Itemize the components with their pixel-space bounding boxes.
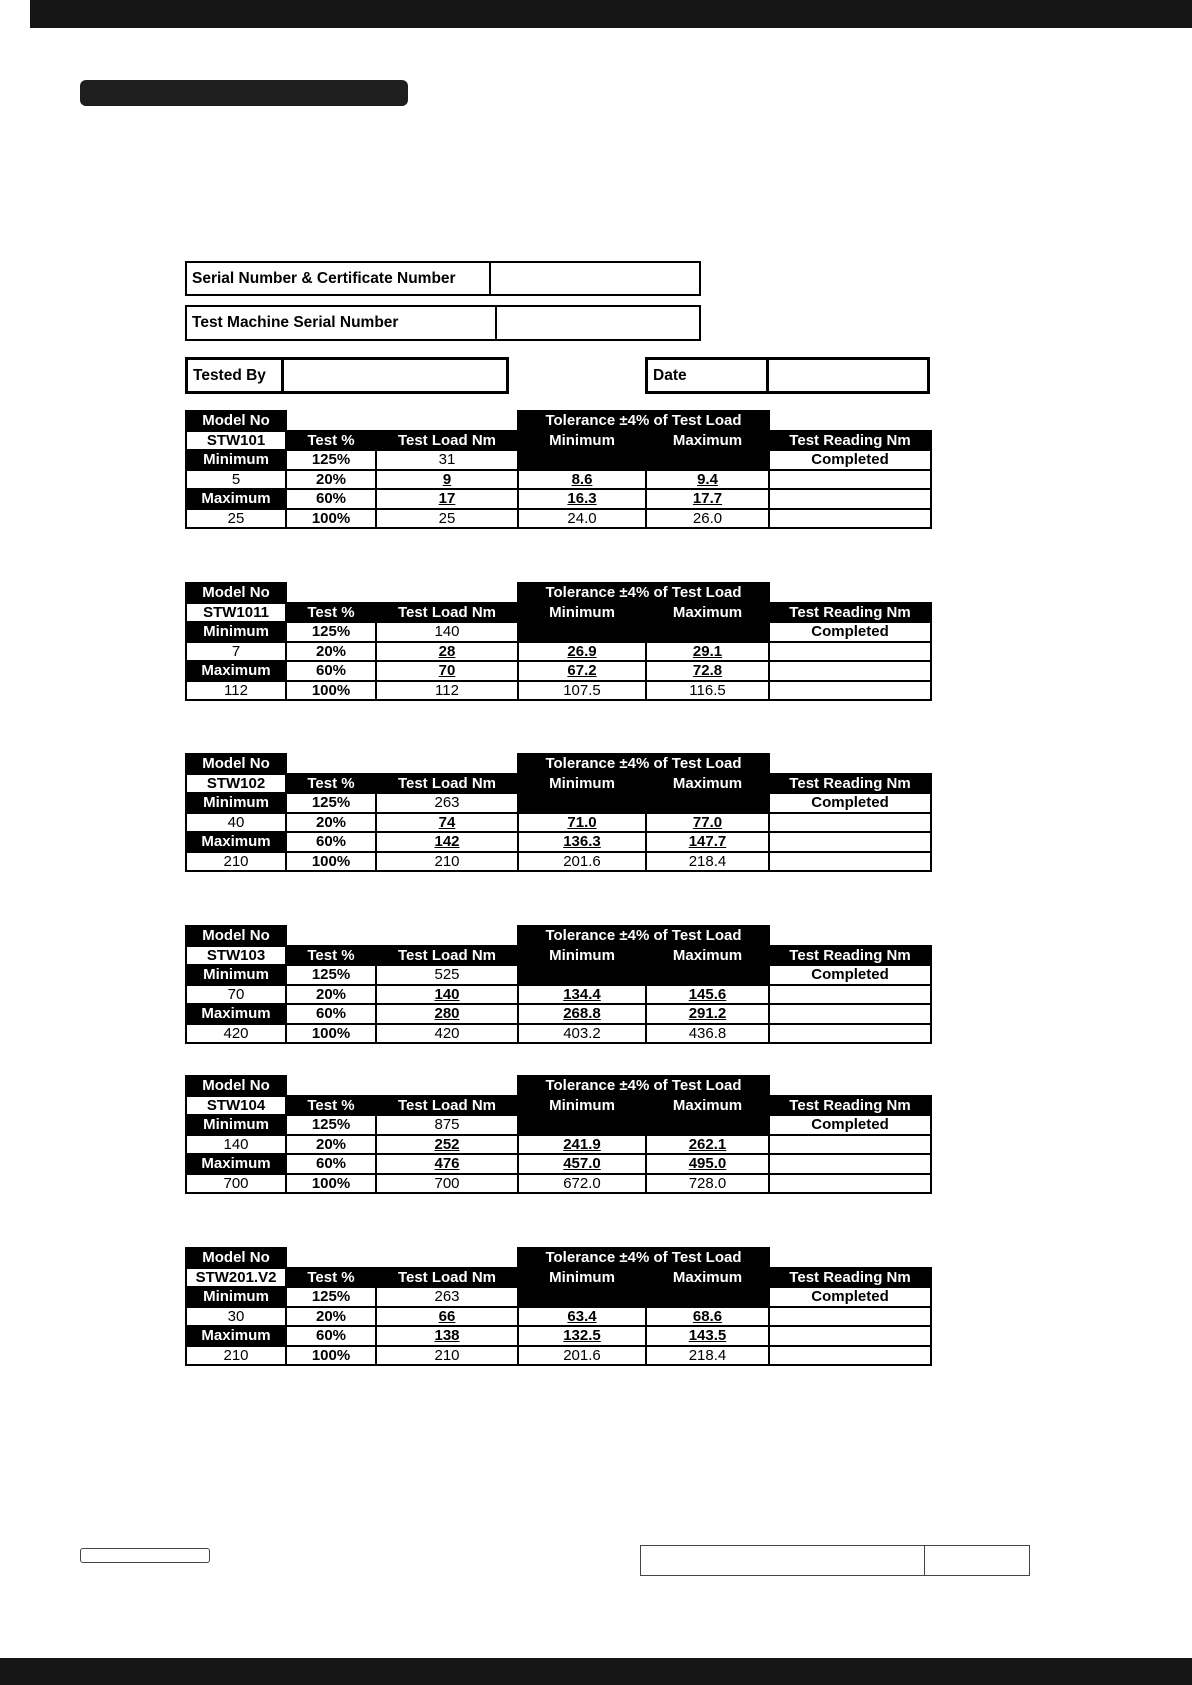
maximum-header: Maximum xyxy=(646,774,769,794)
test-load-header: Test Load Nm xyxy=(376,603,518,623)
overload-pct: 125% xyxy=(286,965,376,985)
test-load-header: Test Load Nm xyxy=(376,431,518,451)
max-20: 68.6 xyxy=(646,1307,769,1327)
capacity-min: 7 xyxy=(186,642,286,662)
maximum-header: Maximum xyxy=(646,431,769,451)
minimum-header: Minimum xyxy=(518,1096,646,1116)
model-no-header: Model No xyxy=(186,1248,286,1268)
tolerance-header: Tolerance ±4% of Test Load xyxy=(518,583,769,603)
completed-label: Completed xyxy=(769,450,931,470)
max-100: 26.0 xyxy=(646,509,769,529)
capacity-min: 70 xyxy=(186,985,286,1005)
table-row-column-headers xyxy=(186,603,931,623)
table-row-20pct xyxy=(186,642,931,662)
test-reading-cell[interactable] xyxy=(769,489,931,509)
tolerance-blank-cell xyxy=(518,1287,769,1307)
min-100: 672.0 xyxy=(518,1174,646,1194)
spacer-cell xyxy=(286,1076,518,1096)
max-20: 77.0 xyxy=(646,813,769,833)
max-100: 218.4 xyxy=(646,1346,769,1366)
tolerance-header: Tolerance ±4% of Test Load xyxy=(518,1248,769,1268)
min-20: 134.4 xyxy=(518,985,646,1005)
completed-label: Completed xyxy=(769,793,931,813)
spacer-cell xyxy=(769,1248,931,1268)
spacer-cell xyxy=(286,926,518,946)
test-reading-cell[interactable] xyxy=(769,509,931,529)
load-100: 700 xyxy=(376,1174,518,1194)
max-20: 9.4 xyxy=(646,470,769,490)
top-edge-bar xyxy=(30,0,1192,28)
max-60: 147.7 xyxy=(646,832,769,852)
table-row-100pct xyxy=(186,1174,931,1194)
pct-60: 60% xyxy=(286,1004,376,1024)
test-reading-cell[interactable] xyxy=(769,642,931,662)
test-reading-cell[interactable] xyxy=(769,1004,931,1024)
pct-100: 100% xyxy=(286,1174,376,1194)
test-load-header: Test Load Nm xyxy=(376,1096,518,1116)
tolerance-header: Tolerance ±4% of Test Load xyxy=(518,754,769,774)
overload-pct: 125% xyxy=(286,1287,376,1307)
spacer-cell xyxy=(769,583,931,603)
test-reading-cell[interactable] xyxy=(769,1154,931,1174)
model-number: STW1011 xyxy=(186,603,286,623)
min-20: 26.9 xyxy=(518,642,646,662)
table-row-header-top xyxy=(186,926,931,946)
maximum-row-label: Maximum xyxy=(186,1154,286,1174)
footer-right-cell-left xyxy=(641,1546,924,1575)
date-row xyxy=(645,357,930,394)
serial-certificate-label: Serial Number & Certificate Number xyxy=(185,261,491,296)
tolerance-blank-cell xyxy=(518,622,769,642)
load-60: 280 xyxy=(376,1004,518,1024)
model-no-header: Model No xyxy=(186,754,286,774)
minimum-row-label: Minimum xyxy=(186,450,286,470)
footer-right-cell-right xyxy=(924,1546,1029,1575)
spacer-cell xyxy=(286,754,518,774)
pct-60: 60% xyxy=(286,832,376,852)
tolerance-header: Tolerance ±4% of Test Load xyxy=(518,1076,769,1096)
min-100: 403.2 xyxy=(518,1024,646,1044)
tolerance-blank-cell xyxy=(518,1115,769,1135)
load-20: 252 xyxy=(376,1135,518,1155)
table-row-header-top xyxy=(186,583,931,603)
minimum-row-label: Minimum xyxy=(186,1115,286,1135)
table-row-20pct xyxy=(186,985,931,1005)
maximum-header: Maximum xyxy=(646,603,769,623)
table-row-60pct xyxy=(186,1004,931,1024)
maximum-row-label: Maximum xyxy=(186,661,286,681)
minimum-row-label: Minimum xyxy=(186,622,286,642)
completed-label: Completed xyxy=(769,1115,931,1135)
model-no-header: Model No xyxy=(186,583,286,603)
model-no-header: Model No xyxy=(186,411,286,431)
maximum-header: Maximum xyxy=(646,1268,769,1288)
test-reading-header: Test Reading Nm xyxy=(769,774,931,794)
tolerance-blank-cell xyxy=(518,793,769,813)
test-reading-cell[interactable] xyxy=(769,681,931,701)
table-row-60pct xyxy=(186,661,931,681)
date-label: Date xyxy=(645,357,769,394)
table-row-20pct xyxy=(186,1135,931,1155)
model-number: STW103 xyxy=(186,946,286,966)
test-load-header: Test Load Nm xyxy=(376,1268,518,1288)
table-row-100pct xyxy=(186,1024,931,1044)
test-reading-cell[interactable] xyxy=(769,1307,931,1327)
test-reading-cell[interactable] xyxy=(769,1174,931,1194)
test-pct-header: Test % xyxy=(286,1096,376,1116)
footer-right-box xyxy=(640,1545,1030,1576)
min-100: 201.6 xyxy=(518,1346,646,1366)
test-reading-cell[interactable] xyxy=(769,1346,931,1366)
capacity-min: 30 xyxy=(186,1307,286,1327)
load-100: 25 xyxy=(376,509,518,529)
spacer-cell xyxy=(286,583,518,603)
model-test-table xyxy=(185,1247,932,1366)
pct-100: 100% xyxy=(286,681,376,701)
bottom-edge-bar xyxy=(0,1658,1192,1685)
test-reading-cell[interactable] xyxy=(769,661,931,681)
test-machine-label: Test Machine Serial Number xyxy=(185,305,497,341)
min-100: 107.5 xyxy=(518,681,646,701)
test-reading-cell[interactable] xyxy=(769,1135,931,1155)
test-pct-header: Test % xyxy=(286,431,376,451)
minimum-row-label: Minimum xyxy=(186,1287,286,1307)
pct-100: 100% xyxy=(286,509,376,529)
minimum-header: Minimum xyxy=(518,603,646,623)
table-row-20pct xyxy=(186,470,931,490)
model-no-header: Model No xyxy=(186,926,286,946)
capacity-max: 420 xyxy=(186,1024,286,1044)
model-number: STW104 xyxy=(186,1096,286,1116)
minimum-header: Minimum xyxy=(518,946,646,966)
maximum-row-label: Maximum xyxy=(186,489,286,509)
min-100: 24.0 xyxy=(518,509,646,529)
model-test-table xyxy=(185,753,932,872)
max-20: 262.1 xyxy=(646,1135,769,1155)
completed-label: Completed xyxy=(769,965,931,985)
load-60: 476 xyxy=(376,1154,518,1174)
minimum-row-label: Minimum xyxy=(186,793,286,813)
pct-60: 60% xyxy=(286,1326,376,1346)
table-row-60pct xyxy=(186,1154,931,1174)
capacity-max: 210 xyxy=(186,1346,286,1366)
load-20: 74 xyxy=(376,813,518,833)
pct-100: 100% xyxy=(286,1346,376,1366)
load-60: 138 xyxy=(376,1326,518,1346)
tested-by-input[interactable] xyxy=(281,357,509,394)
load-100: 210 xyxy=(376,852,518,872)
maximum-row-label: Maximum xyxy=(186,832,286,852)
pct-20: 20% xyxy=(286,642,376,662)
test-load-header: Test Load Nm xyxy=(376,774,518,794)
table-row-60pct xyxy=(186,1326,931,1346)
model-number: STW102 xyxy=(186,774,286,794)
table-row-100pct xyxy=(186,509,931,529)
pct-100: 100% xyxy=(286,852,376,872)
load-60: 17 xyxy=(376,489,518,509)
table-row-100pct xyxy=(186,681,931,701)
overload-load: 31 xyxy=(376,450,518,470)
tolerance-header: Tolerance ±4% of Test Load xyxy=(518,411,769,431)
max-60: 72.8 xyxy=(646,661,769,681)
max-100: 436.8 xyxy=(646,1024,769,1044)
table-row-overload xyxy=(186,1287,931,1307)
minimum-row-label: Minimum xyxy=(186,965,286,985)
test-reading-cell[interactable] xyxy=(769,852,931,872)
test-load-header: Test Load Nm xyxy=(376,946,518,966)
model-test-table xyxy=(185,582,932,701)
table-row-60pct xyxy=(186,832,931,852)
completed-label: Completed xyxy=(769,1287,931,1307)
load-60: 142 xyxy=(376,832,518,852)
min-60: 16.3 xyxy=(518,489,646,509)
table-row-overload xyxy=(186,1115,931,1135)
max-20: 29.1 xyxy=(646,642,769,662)
pct-60: 60% xyxy=(286,661,376,681)
min-60: 67.2 xyxy=(518,661,646,681)
min-20: 8.6 xyxy=(518,470,646,490)
max-60: 143.5 xyxy=(646,1326,769,1346)
minimum-header: Minimum xyxy=(518,774,646,794)
capacity-min: 5 xyxy=(186,470,286,490)
tested-by-row xyxy=(185,357,509,394)
min-100: 201.6 xyxy=(518,852,646,872)
spacer-cell xyxy=(769,926,931,946)
model-test-table xyxy=(185,925,932,1044)
completed-label: Completed xyxy=(769,622,931,642)
min-20: 63.4 xyxy=(518,1307,646,1327)
max-20: 145.6 xyxy=(646,985,769,1005)
tolerance-blank-cell xyxy=(518,965,769,985)
minimum-header: Minimum xyxy=(518,431,646,451)
pct-60: 60% xyxy=(286,489,376,509)
capacity-max: 700 xyxy=(186,1174,286,1194)
model-no-header: Model No xyxy=(186,1076,286,1096)
test-reading-header: Test Reading Nm xyxy=(769,603,931,623)
pct-20: 20% xyxy=(286,985,376,1005)
table-row-60pct xyxy=(186,489,931,509)
maximum-row-label: Maximum xyxy=(186,1326,286,1346)
spacer-cell xyxy=(769,1076,931,1096)
maximum-header: Maximum xyxy=(646,1096,769,1116)
test-reading-cell[interactable] xyxy=(769,832,931,852)
table-row-100pct xyxy=(186,1346,931,1366)
table-row-overload xyxy=(186,450,931,470)
capacity-min: 140 xyxy=(186,1135,286,1155)
pct-60: 60% xyxy=(286,1154,376,1174)
maximum-row-label: Maximum xyxy=(186,1004,286,1024)
model-number: STW101 xyxy=(186,431,286,451)
test-pct-header: Test % xyxy=(286,946,376,966)
overload-pct: 125% xyxy=(286,622,376,642)
test-reading-cell[interactable] xyxy=(769,1024,931,1044)
test-reading-cell[interactable] xyxy=(769,813,931,833)
capacity-max: 25 xyxy=(186,509,286,529)
model-test-table xyxy=(185,410,932,529)
overload-pct: 125% xyxy=(286,793,376,813)
table-row-column-headers xyxy=(186,946,931,966)
table-row-overload xyxy=(186,965,931,985)
load-100: 112 xyxy=(376,681,518,701)
pct-20: 20% xyxy=(286,813,376,833)
test-reading-cell[interactable] xyxy=(769,470,931,490)
serial-certificate-row xyxy=(185,261,701,296)
overload-pct: 125% xyxy=(286,1115,376,1135)
capacity-max: 210 xyxy=(186,852,286,872)
test-reading-cell[interactable] xyxy=(769,985,931,1005)
test-machine-input[interactable] xyxy=(495,305,701,341)
serial-certificate-input[interactable] xyxy=(489,261,701,296)
test-pct-header: Test % xyxy=(286,1268,376,1288)
model-test-table xyxy=(185,1075,932,1194)
test-reading-header: Test Reading Nm xyxy=(769,946,931,966)
tolerance-blank-cell xyxy=(518,450,769,470)
overload-load: 525 xyxy=(376,965,518,985)
test-pct-header: Test % xyxy=(286,603,376,623)
table-row-column-headers xyxy=(186,774,931,794)
table-row-20pct xyxy=(186,1307,931,1327)
min-60: 136.3 xyxy=(518,832,646,852)
tolerance-header: Tolerance ±4% of Test Load xyxy=(518,926,769,946)
table-row-header-top xyxy=(186,411,931,431)
overload-load: 263 xyxy=(376,1287,518,1307)
pct-20: 20% xyxy=(286,1135,376,1155)
overload-load: 875 xyxy=(376,1115,518,1135)
minimum-header: Minimum xyxy=(518,1268,646,1288)
load-100: 210 xyxy=(376,1346,518,1366)
load-60: 70 xyxy=(376,661,518,681)
max-100: 728.0 xyxy=(646,1174,769,1194)
table-row-column-headers xyxy=(186,1268,931,1288)
spacer-cell xyxy=(286,411,518,431)
max-60: 495.0 xyxy=(646,1154,769,1174)
spacer-cell xyxy=(769,754,931,774)
table-row-100pct xyxy=(186,852,931,872)
table-row-20pct xyxy=(186,813,931,833)
table-row-overload xyxy=(186,793,931,813)
model-number: STW201.V2 xyxy=(186,1268,286,1288)
test-reading-cell[interactable] xyxy=(769,1326,931,1346)
test-pct-header: Test % xyxy=(286,774,376,794)
load-20: 66 xyxy=(376,1307,518,1327)
section-title-redacted-bar xyxy=(80,80,408,106)
load-20: 140 xyxy=(376,985,518,1005)
load-20: 9 xyxy=(376,470,518,490)
table-row-column-headers xyxy=(186,431,931,451)
overload-load: 263 xyxy=(376,793,518,813)
overload-load: 140 xyxy=(376,622,518,642)
table-row-column-headers xyxy=(186,1096,931,1116)
spacer-cell xyxy=(286,1248,518,1268)
test-reading-header: Test Reading Nm xyxy=(769,431,931,451)
capacity-max: 112 xyxy=(186,681,286,701)
table-row-header-top xyxy=(186,1076,931,1096)
capacity-min: 40 xyxy=(186,813,286,833)
min-60: 132.5 xyxy=(518,1326,646,1346)
pct-100: 100% xyxy=(286,1024,376,1044)
test-machine-row xyxy=(185,305,701,341)
date-input[interactable] xyxy=(766,357,930,394)
min-60: 268.8 xyxy=(518,1004,646,1024)
maximum-header: Maximum xyxy=(646,946,769,966)
max-60: 17.7 xyxy=(646,489,769,509)
min-20: 71.0 xyxy=(518,813,646,833)
test-reading-header: Test Reading Nm xyxy=(769,1268,931,1288)
min-20: 241.9 xyxy=(518,1135,646,1155)
pct-20: 20% xyxy=(286,1307,376,1327)
load-100: 420 xyxy=(376,1024,518,1044)
spacer-cell xyxy=(769,411,931,431)
tested-by-label: Tested By xyxy=(185,357,284,394)
table-row-header-top xyxy=(186,1248,931,1268)
overload-pct: 125% xyxy=(286,450,376,470)
table-row-header-top xyxy=(186,754,931,774)
table-row-overload xyxy=(186,622,931,642)
max-100: 116.5 xyxy=(646,681,769,701)
max-100: 218.4 xyxy=(646,852,769,872)
test-reading-header: Test Reading Nm xyxy=(769,1096,931,1116)
footer-left-box xyxy=(80,1548,210,1563)
min-60: 457.0 xyxy=(518,1154,646,1174)
pct-20: 20% xyxy=(286,470,376,490)
max-60: 291.2 xyxy=(646,1004,769,1024)
load-20: 28 xyxy=(376,642,518,662)
